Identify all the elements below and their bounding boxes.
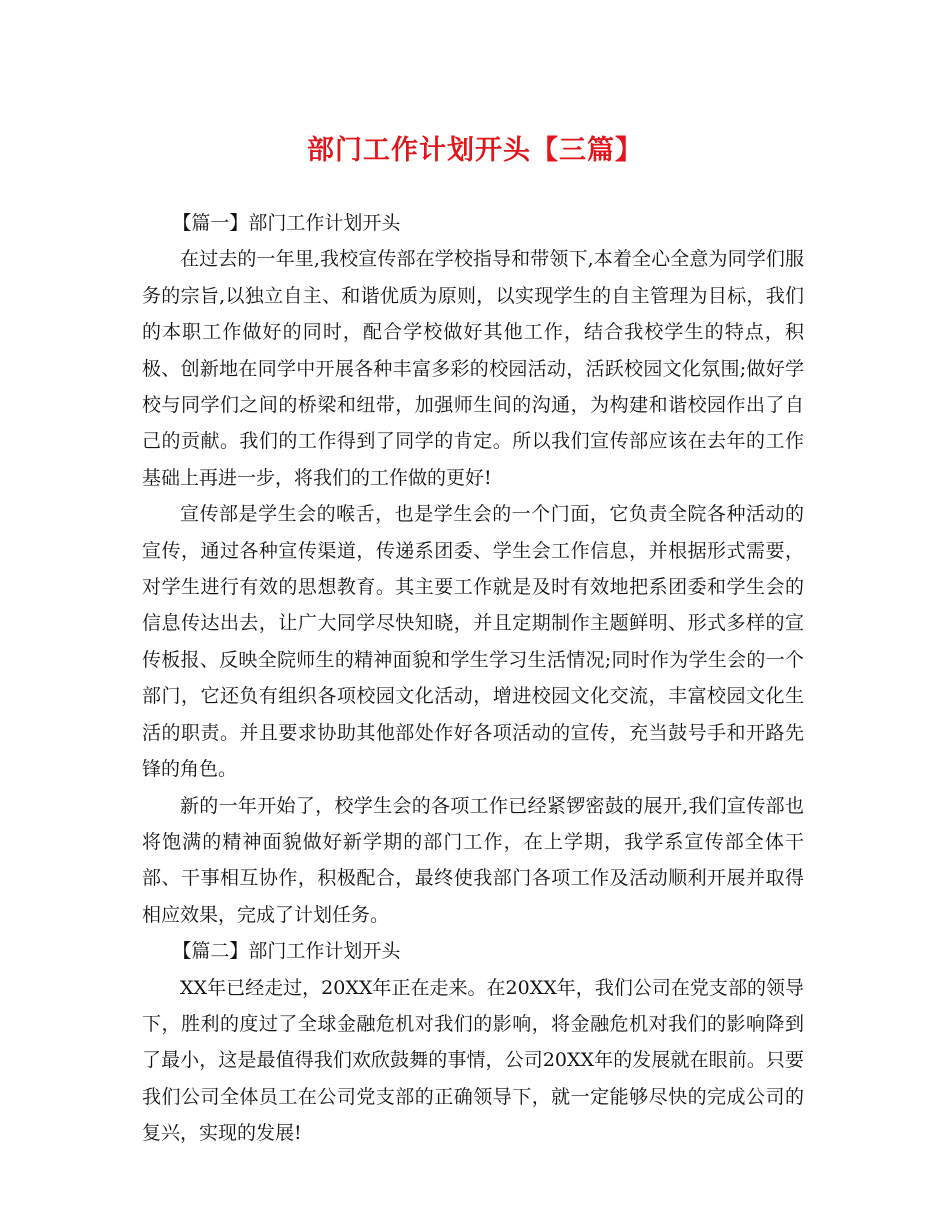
document-title: 部门工作计划开头【三篇】: [307, 135, 643, 166]
body-paragraph: 在过去的一年里,我校宣传部在学校指导和带领下,本着全心全意为同学们服务的宗旨,以独立自主、和谐优质为原则，以实现学生的自主管理为目标，我们的本职工作做好的同时，配合学校做好其他工作，结合我校学生的特点，积极、创新地在同学中开展各种丰富多彩的校园活动，活跃校园文化氛围;做好学校与同学们之间的桥梁和纽带，加强师生间的沟通，为构建和谐校园作出了自己的贡献。我们的工作得到了同学的肯定。所以我们宣传部应该在去年的工作基础上再进一步，将我们的工作做的更好!: [142, 248, 804, 489]
section-heading-2: 【篇二】部门工作计划开头: [172, 940, 401, 963]
body-paragraph: 宣传部是学生会的喉舌，也是学生会的一个门面，它负责全院各种活动的宣传，通过各种宣传渠道，传递系团委、学生会工作信息，并根据形式需要，对学生进行有效的思想教育。其主要工作就是及时有效地把系团委和学生会的信息传达出去，让广大同学尽快知晓，并且定期制作主题鲜明、形式多样的宣传板报、反映全院师生的精神面貌和学生学习生活情况;同时作为学生会的一个部门，它还负有组织各项校园文化活动，增进校园文化交流，丰富校园文化生活的职责。并且要求协助其他部处作好各项活动的宣传，充当鼓号手和开路先锋的角色。: [142, 503, 804, 781]
section-heading-1: 【篇一】部门工作计划开头: [172, 212, 401, 234]
body-paragraph: 新的一年开始了，校学生会的各项工作已经紧锣密鼓的展开,我们宣传部也将饱满的精神面貌做好新学期的部门工作，在上学期，我学系宣传部全体干部、干事相互协作，积极配合，最终使我部门各项工作及活动顺利开展并取得相应效果，完成了计划任务。: [142, 794, 804, 926]
document-body: [142, 205, 804, 1152]
body-paragraph: XX年已经走过，20XX年正在走来。在20XX年，我们公司在党支部的领导下，胜利的度过了全球金融危机对我们的影响，将金融危机对我们的影响降到了最小，这是最值得我们欢欣鼓舞的事情，公司20XX年的发展就在眼前。只要我们公司全体员工在公司党支部的正确领导下，就一定能够尽快的完成公司的复兴，实现的发展!: [142, 976, 804, 1145]
